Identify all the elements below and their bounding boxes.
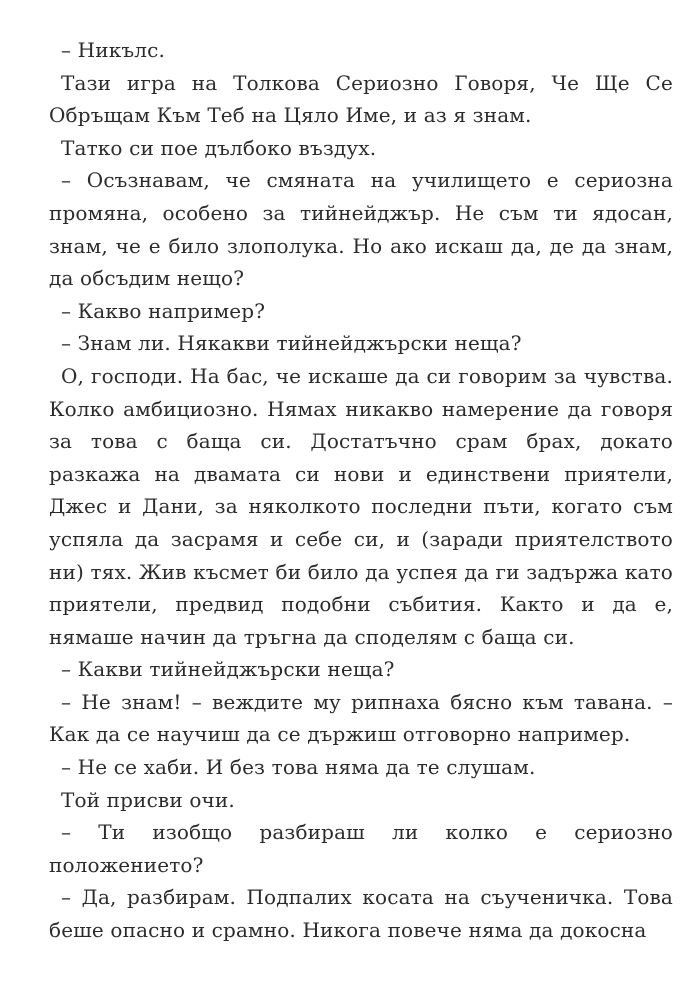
dialogue-line: – Знам ли. Някакви тийнейджърски неща? bbox=[61, 331, 522, 356]
narration-paragraph: О, господи. На бас, че искаше да си говорим за чувства. Колко амбициозно. Нямах никакво намерение да говоря за това с баща си. Достатъчно срам брах, докато разкажа на двамата си нови и единствени приятели, Джес и Дани, за няколкото последни пъти, когато съм успяла да засрамя и себе си, и (заради приятелството ни) тях. Жив късмет би било да успея да ги задържа като приятели, предвид подобни събития. Както и да е, нямаше начин да тръгна да споделям с баща си. bbox=[49, 363, 673, 649]
dialogue-line: – Осъзнавам, че смяната на училището е сериозна промяна, особено за тийнейджър. Не съм ти ядосан, знам, че е било злополука. Но ако искаш да, де да знам, да обсъдим нещо? bbox=[49, 168, 673, 291]
dialogue-line: – Какво например? bbox=[61, 298, 266, 323]
dialogue-line: – Не знам! – веждите му рипнаха бясно към тавана. – Как да се научиш да се държиш отговорно например. bbox=[49, 689, 673, 747]
narration-paragraph: Той присви очи. bbox=[61, 787, 235, 812]
dialogue-line: – Да, разбирам. Подпалих косата на съученичка. Това беше опасно и срамно. Никога повече няма да докосна bbox=[49, 885, 673, 943]
narration-paragraph: Тази игра на Толкова Сериозно Говоря, Че Ще Се Обръщам Към Теб на Цяло Име, и аз я знам. bbox=[49, 70, 673, 128]
dialogue-line: – Ти изобщо разбираш ли колко е сериозно положението? bbox=[49, 820, 673, 877]
dialogue-line: – Никълс. bbox=[61, 38, 165, 62]
dialogue-line: – Не се хаби. И без това няма да те слушам. bbox=[61, 755, 536, 780]
dialogue-line: – Какви тийнейджърски неща? bbox=[61, 657, 395, 682]
narration-paragraph: Татко си пое дълбоко въздух. bbox=[61, 135, 377, 160]
